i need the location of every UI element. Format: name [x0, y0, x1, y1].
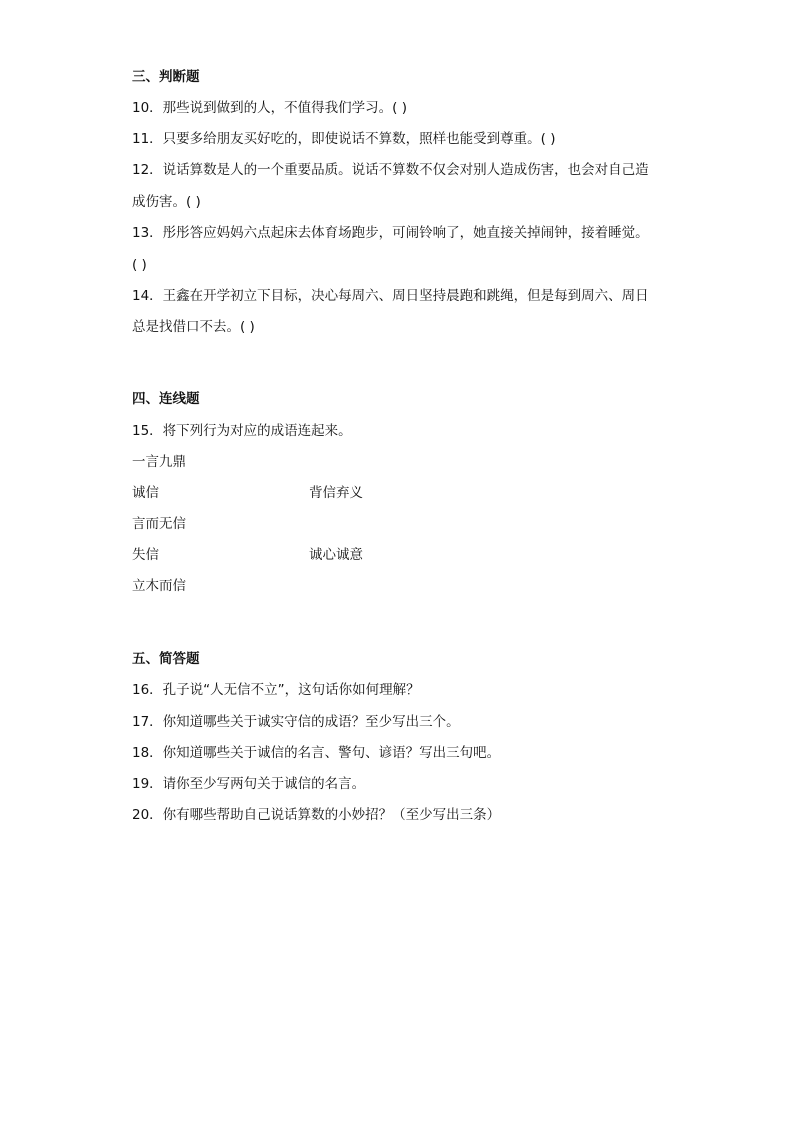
question-12-line1: 12．说话算数是人的一个重要品质。说话不算数不仅会对别人造成伤害，也会对自己造: [132, 162, 649, 178]
question-15: 15．将下列行为对应的成语连起来。: [132, 423, 352, 439]
match-right-item: 背信弃义: [309, 485, 363, 501]
question-13-line2: ( ): [132, 257, 147, 273]
question-14-line2: 总是找借口不去。( ): [132, 319, 255, 335]
question-11: 11．只要多给朋友买好吃的，即使说话不算数，照样也能受到尊重。( ): [132, 131, 556, 147]
question-10: 10．那些说到做到的人，不值得我们学习。( ): [132, 100, 408, 116]
question-18: 18．你知道哪些关于诚信的名言、警句、谚语？写出三句吧。: [132, 745, 501, 761]
match-left-item: 诚信: [132, 485, 159, 501]
question-19: 19．请你至少写两句关于诚信的名言。: [132, 776, 366, 792]
question-14-line1: 14．王鑫在开学初立下目标，决心每周六、周日坚持晨跑和跳绳，但是每到周六、周日: [132, 288, 649, 304]
question-17: 17．你知道哪些关于诚实守信的成语？至少写出三个。: [132, 714, 460, 730]
match-left-item: 立木而信: [132, 578, 186, 594]
match-left-item: 失信: [132, 547, 159, 563]
question-16: 16．孔子说“人无信不立”，这句话你如何理解？: [132, 682, 420, 698]
section-title-match: 四、连线题: [132, 391, 200, 407]
match-right-item: 诚心诚意: [309, 547, 363, 563]
section-title-short: 五、简答题: [132, 651, 200, 667]
section-title-judge: 三、判断题: [132, 69, 200, 85]
match-left-item: 言而无信: [132, 516, 186, 532]
question-20: 20．你有哪些帮助自己说话算数的小妙招？（至少写出三条）: [132, 807, 501, 823]
question-12-line2: 成伤害。( ): [132, 194, 201, 210]
question-13-line1: 13．彤彤答应妈妈六点起床去体育场跑步，可闹铃响了，她直接关掉闹钟，接着睡觉。: [132, 225, 649, 241]
match-left-item: 一言九鼎: [132, 454, 186, 470]
